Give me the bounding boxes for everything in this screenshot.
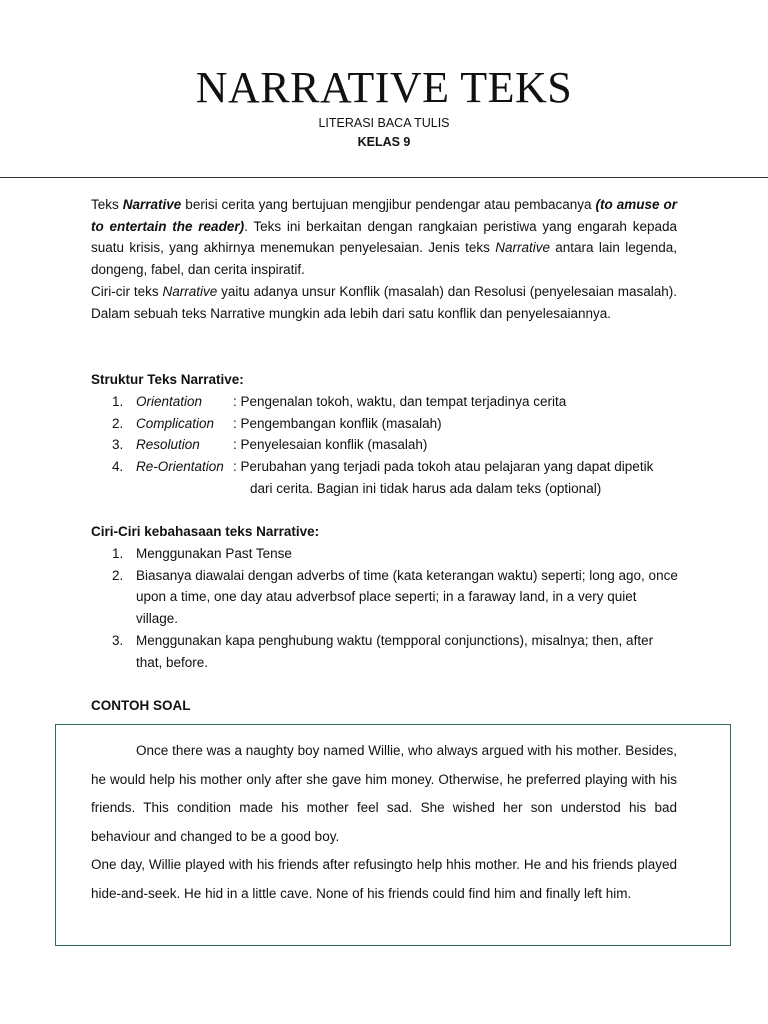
story-paragraph-1: Once there was a naughty boy named Willie, who always argued with his mother. Besides, he would help his mother only after she gave him money. Otherwise, he preferred playing with his friends. This condition made his mother feel sad. She wished her son understod his bad behaviour and changed to be a good boy. xyxy=(91,743,677,844)
structure-description: : Pengembangan konflik (masalah) xyxy=(233,415,442,431)
intro-text-run: . Teks ini berkaitan dengan rangkaian peristiwa yang engarah kepada suatu krisis, yang akhirnya menemukan penyelesaian. Jenis teks xyxy=(91,218,677,256)
document-title: NARRATIVE TEKS xyxy=(195,63,573,112)
list-number: 1. xyxy=(112,546,124,561)
list-item xyxy=(91,543,681,565)
intro-text-run: antara lain legenda, dongeng, fabel, dan cerita inspiratif. xyxy=(91,240,677,278)
intro-text-run: berisi cerita yang bertujuan mengjibur pendengar atau pembacanya xyxy=(181,197,596,212)
list-item xyxy=(91,391,691,413)
list-item xyxy=(91,630,681,673)
structure-description: : Penyelesaian konflik (masalah) xyxy=(233,437,428,453)
structure-term: Re-Orientation xyxy=(136,459,224,475)
intro-text xyxy=(91,194,677,324)
example-story xyxy=(91,737,677,909)
features-list xyxy=(91,543,691,673)
list-item xyxy=(91,456,691,499)
story-paragraph-2: One day, Willie played with his friends after refusingto help hhis mother. He and his friends played hide-and-seek. He hid in a little cave. None of his friends could find him and finally left him. xyxy=(91,857,677,901)
list-number: 1. xyxy=(112,394,124,409)
intro-text-run: yaitu adanya unsur Konflik (masalah) dan Resolusi (penyelesaian masalah). Dalam sebuah teks Narrative mungkin ada lebih dari satu konflik dan penyelesaiannya. xyxy=(91,283,677,321)
list-number: 2. xyxy=(112,567,124,583)
feature-text: Menggunakan Past Tense xyxy=(136,546,292,561)
list-item xyxy=(91,434,691,456)
structure-list xyxy=(91,391,691,500)
list-number: 4. xyxy=(112,459,124,475)
structure-description: : Perubahan yang terjadi pada tokoh atau pelajaran yang dapat dipetik xyxy=(233,459,654,475)
document-subtitle: LITERASI BACA TULIS xyxy=(318,116,450,130)
list-number: 2. xyxy=(112,415,124,431)
intro-text-run: Narrative xyxy=(122,197,182,212)
structure-term: Orientation xyxy=(136,394,203,409)
intro-text-run: Narrative xyxy=(495,240,550,256)
class-label: KELAS 9 xyxy=(357,135,411,149)
list-item xyxy=(91,413,691,435)
intro-text-run: Narrative xyxy=(162,283,218,299)
intro-text-run: Teks xyxy=(91,197,123,212)
structure-term: Complication xyxy=(136,415,215,431)
example-heading: CONTOH SOAL xyxy=(91,698,191,713)
structure-heading: Struktur Teks Narrative: xyxy=(91,372,244,387)
intro-text-run: (to amuse or to entertain the reader) xyxy=(91,197,678,234)
intro-text-run: Ciri-cir teks xyxy=(91,283,163,299)
intro-paragraph-1 xyxy=(91,194,677,281)
list-item xyxy=(91,565,681,630)
structure-description: : Pengenalan tokoh, waktu, dan tempat terjadinya cerita xyxy=(233,394,567,409)
list-number: 3. xyxy=(112,437,124,453)
header-divider xyxy=(0,177,768,178)
intro-paragraph-2 xyxy=(91,281,677,324)
feature-text: Menggunakan kapa penghubung waktu (tempporal conjunctions), misalnya; then, after that, before. xyxy=(136,632,654,670)
structure-description-continued: dari cerita. Bagian ini tidak harus ada dalam teks (optional) xyxy=(250,480,602,496)
features-heading: Ciri-Ciri kebahasaan teks Narrative: xyxy=(91,524,320,539)
list-number: 3. xyxy=(112,632,124,648)
feature-text: Biasanya diawalai dengan adverbs of time (kata keterangan waktu) seperti; long ago, once upon a time, one day atau adverbsof place seperti; in a faraway land, in a very quiet village. xyxy=(136,567,678,627)
structure-term: Resolution xyxy=(136,437,200,453)
